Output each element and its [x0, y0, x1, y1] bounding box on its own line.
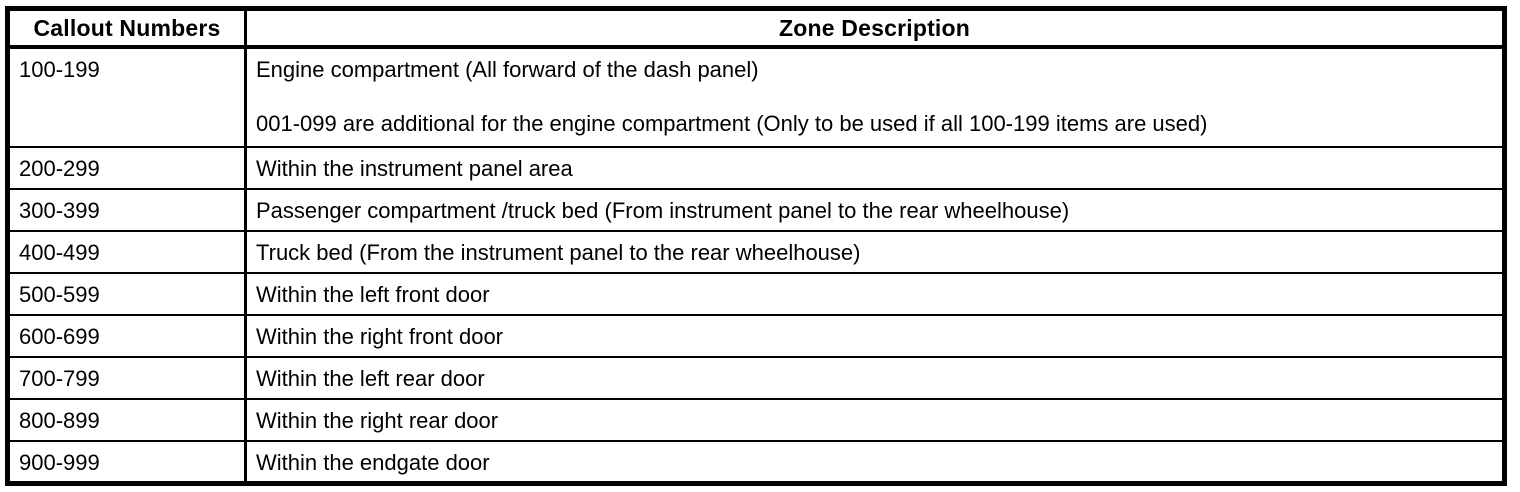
description-cell: Within the right front door [246, 315, 1505, 357]
callout-cell: 100-199 [8, 47, 246, 147]
table-row [8, 357, 1505, 399]
description-cell: Within the instrument panel area [246, 147, 1505, 189]
description-cell: Within the right rear door [246, 399, 1505, 441]
callout-cell: 900-999 [8, 441, 246, 484]
callout-zone-table [5, 6, 1507, 486]
table-row [8, 231, 1505, 273]
description-cell: Within the left front door [246, 273, 1505, 315]
description-cell: Passenger compartment /truck bed (From instrument panel to the rear wheelhouse) [246, 189, 1505, 231]
callout-cell: 200-299 [8, 147, 246, 189]
callout-cell: 700-799 [8, 357, 246, 399]
description-cell: Within the left rear door [246, 357, 1505, 399]
callout-zone-table-container [5, 6, 1507, 486]
callout-cell: 400-499 [8, 231, 246, 273]
header-row [8, 9, 1505, 48]
callout-cell: 500-599 [8, 273, 246, 315]
description-cell: Within the endgate door [246, 441, 1505, 484]
description-line-2: 001-099 are additional for the engine compartment (Only to be used if all 100-199 items are used) [256, 111, 1208, 136]
description-line-1: Engine compartment (All forward of the dash panel) [256, 57, 759, 82]
table-row [8, 147, 1505, 189]
table-row [8, 441, 1505, 484]
callout-cell: 600-699 [8, 315, 246, 357]
table-row [8, 315, 1505, 357]
description-cell [246, 47, 1505, 147]
callout-cell: 800-899 [8, 399, 246, 441]
table-row [8, 273, 1505, 315]
column-header-zone-description: Zone Description [246, 9, 1505, 48]
column-header-callout-numbers: Callout Numbers [8, 9, 246, 48]
table-row [8, 189, 1505, 231]
description-cell: Truck bed (From the instrument panel to the rear wheelhouse) [246, 231, 1505, 273]
table-row [8, 47, 1505, 147]
table-row [8, 399, 1505, 441]
callout-cell: 300-399 [8, 189, 246, 231]
